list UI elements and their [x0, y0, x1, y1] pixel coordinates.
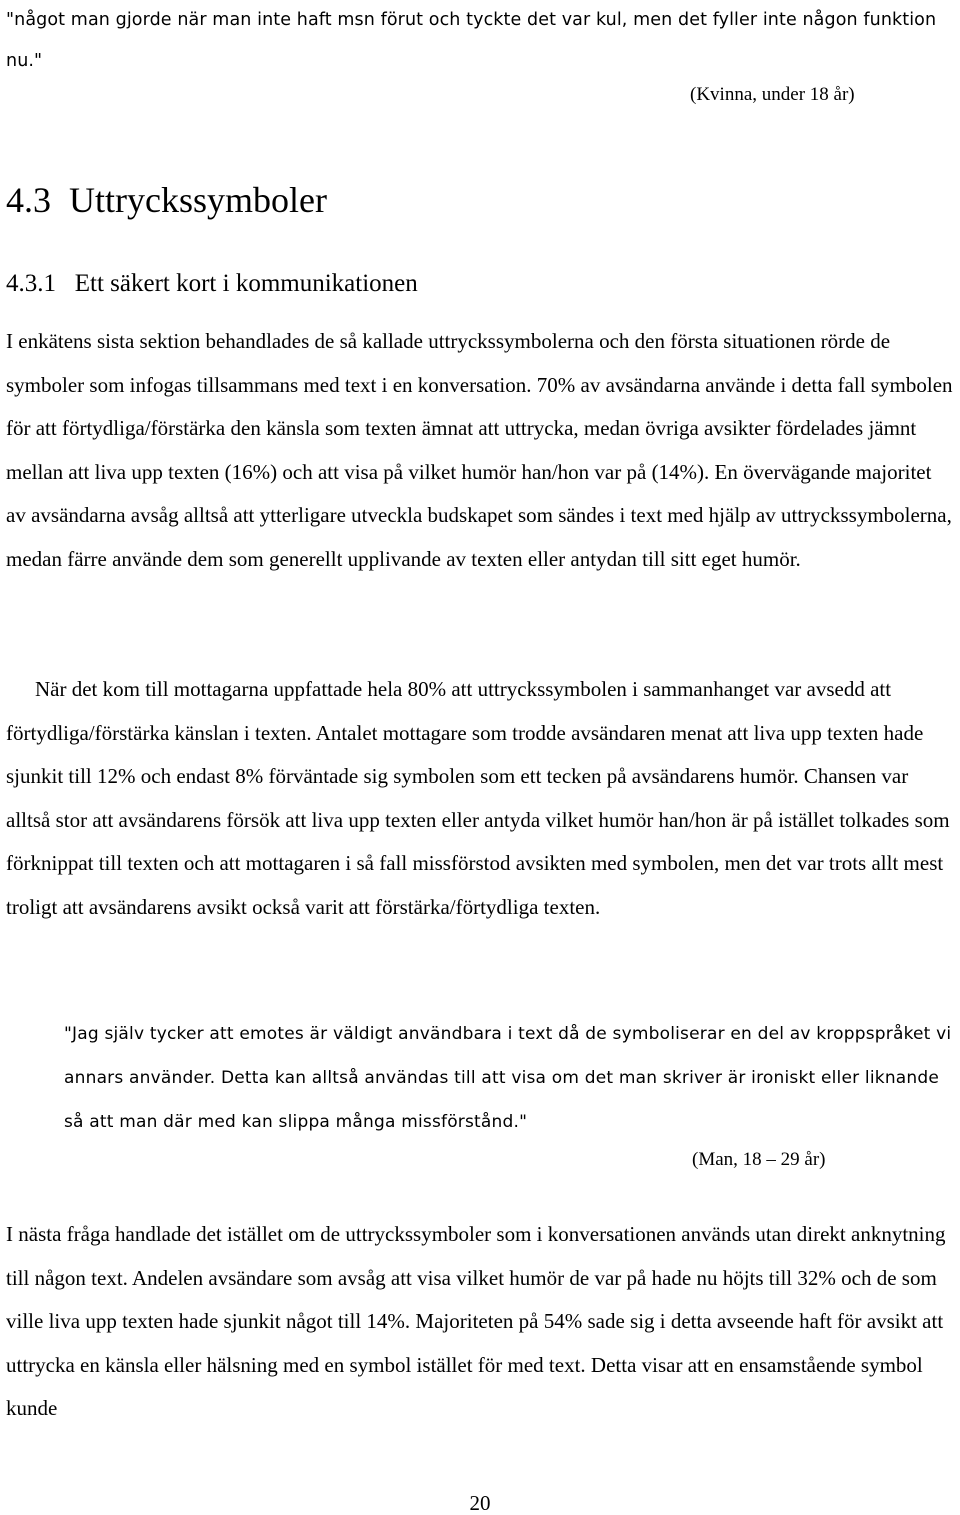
page-number: 20 [469, 1491, 491, 1515]
quote-top-attribution: (Kvinna, under 18 år) [690, 84, 855, 105]
subsection-heading: 4.3.1 Ett säkert kort i kommunikationen [6, 270, 418, 297]
quote-mid: "Jag själv tycker att emotes är väldigt användbara i text då de symboliserar en del av kroppspråket vi annars använder. Detta kan alltså användas till att visa om det man skriver är ironiskt eller liknande så att man där med kan slippa många missförstånd." [64, 1024, 952, 1132]
paragraph-receivers: När det kom till mottagarna uppfattade hela 80% att uttryckssymbolen i sammanhanget var avsedd att förtydliga/förstärka känslan i texten. Antalet mottagare som trodde avsändaren menat att liva upp texten hade sjunkit till 12% och endast 8% förväntade sig symbolen som ett tecken på avsändarens humör. Chansen var alltså stor att avsändarens försök att liva upp texten eller antyda vilket humör han/hon är på istället tolkades som förknippat till texten och att mottagaren i så fall missförstod avsikten med symbolen, men det var trots allt mest troligt att avsändarens avsikt också varit att förstärka/förtydliga texten. [6, 677, 950, 919]
paragraph-senders: I enkätens sista sektion behandlades de så kallade uttryckssymbolerna och den första situationen rörde de symboler som infogas tillsammans med text i en konversation. 70% av avsändarna använde i detta fall symbolen för att förtydliga/förstärka den känsla som texten ämnat att uttrycka, medan övriga avsikter fördelades jämnt mellan att liva upp texten (16%) och att visa på vilket humör han/hon var på (14%). En övervägande majoritet av avsändarna avsåg alltså att ytterligare utveckla budskapet som sändes i text med hjälp av uttryckssymbolerna, medan färre använde dem som generellt upplivande av texten eller antydan till sitt eget humör. [6, 329, 953, 571]
section-heading: 4.3 Uttryckssymboler [6, 180, 327, 220]
paragraph-standalone-symbols: I nästa fråga handlade det istället om de uttryckssymboler som i konversationen används utan direkt anknytning till någon text. Andelen avsändare som avsåg att visa vilket humör de var på hade nu höjts till 32% och de som ville liva upp texten hade sjunkit något till 14%. Majoriteten på 54% sade sig i detta avseende haft för avsikt att uttrycka en känsla eller hälsning med en symbol istället för med text. Detta visar att en ensamstående symbol kunde [6, 1222, 946, 1420]
quote-mid-attribution: (Man, 18 – 29 år) [692, 1149, 826, 1170]
quote-top: "något man gjorde när man inte haft msn förut och tyckte det var kul, men det fyller inte någon funktion nu." [6, 10, 937, 71]
